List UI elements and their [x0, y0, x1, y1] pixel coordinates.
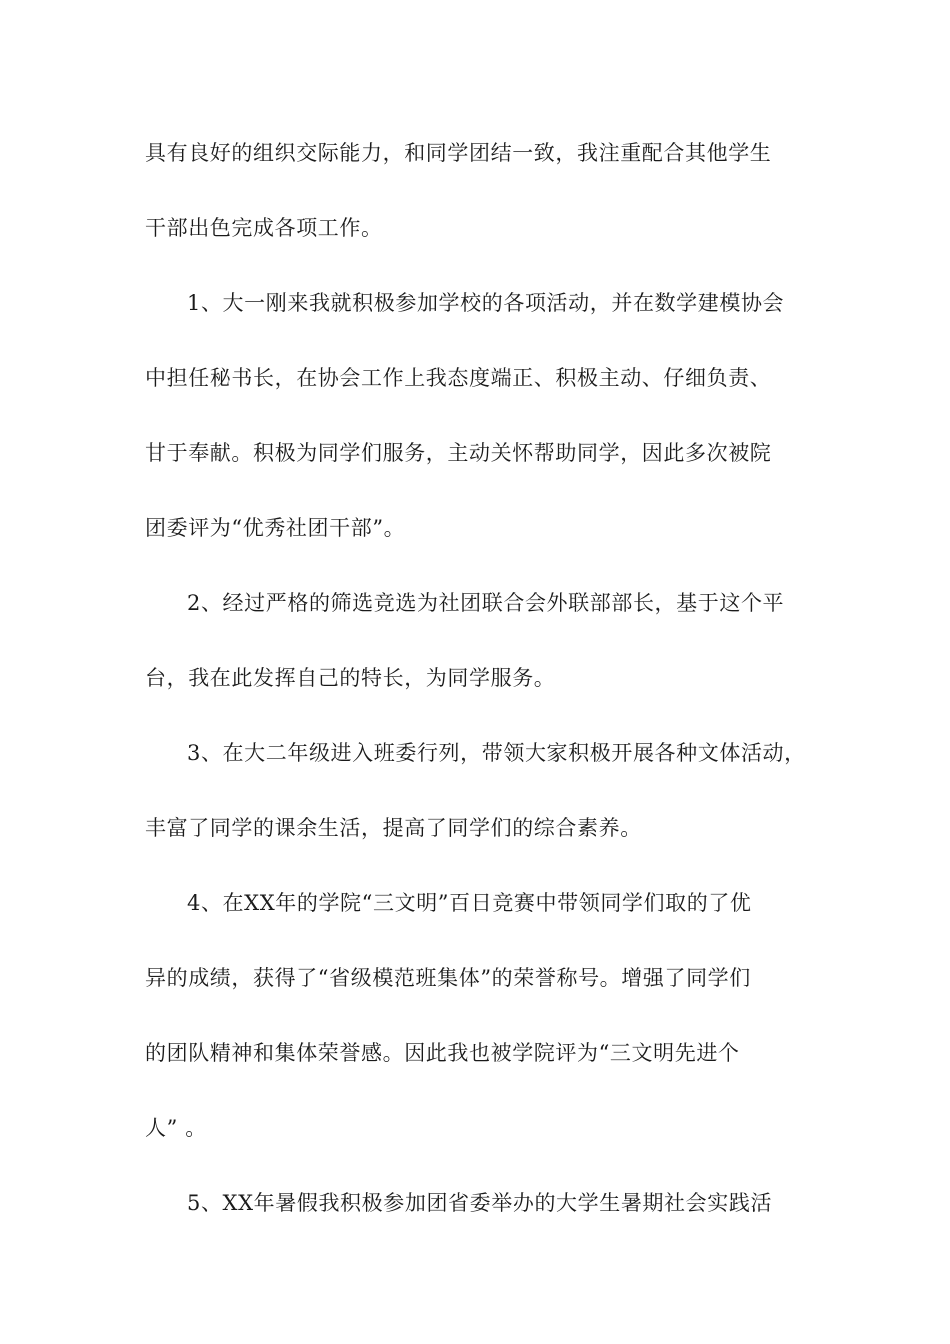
paragraph-5-start: 5、XX年暑假我积极参加团省委举办的大学生暑期社会实践活 — [187, 1191, 773, 1215]
text-line: 人” 。 — [145, 1116, 207, 1140]
text-line: 台，我在此发挥自己的特长，为同学服务。 — [145, 666, 556, 690]
text-line: 干部出色完成各项工作。 — [145, 216, 383, 240]
text-line: 的团队精神和集体荣誉感。因此我也被学院评为“三文明先进个 — [145, 1041, 740, 1065]
text-line: 丰富了同学的课余生活，提高了同学们的综合素养。 — [145, 816, 642, 840]
paragraph-2-start: 2、经过严格的筛选竞选为社团联合会外联部部长，基于这个平 — [187, 591, 785, 615]
text-line: 团委评为“优秀社团干部”。 — [145, 516, 406, 540]
paragraph-4-start: 4、在XX年的学院“三文明”百日竞赛中带领同学们取的了优 — [187, 891, 752, 915]
text-line: 异的成绩，获得了“省级模范班集体”的荣誉称号。增强了同学们 — [145, 966, 751, 990]
paragraph-1-start: 1、大一刚来我就积极参加学校的各项活动，并在数学建模协会 — [187, 291, 785, 315]
text-line: 甘于奉献。积极为同学们服务，主动关怀帮助同学，因此多次被院 — [145, 441, 772, 465]
text-line: 中担任秘书长，在协会工作上我态度端正、积极主动、仔细负责、 — [145, 366, 772, 390]
text-line: 具有良好的组织交际能力，和同学团结一致，我注重配合其他学生 — [145, 141, 772, 165]
paragraph-3-start: 3、在大二年级进入班委行列，带领大家积极开展各种文体活动， — [187, 741, 806, 765]
